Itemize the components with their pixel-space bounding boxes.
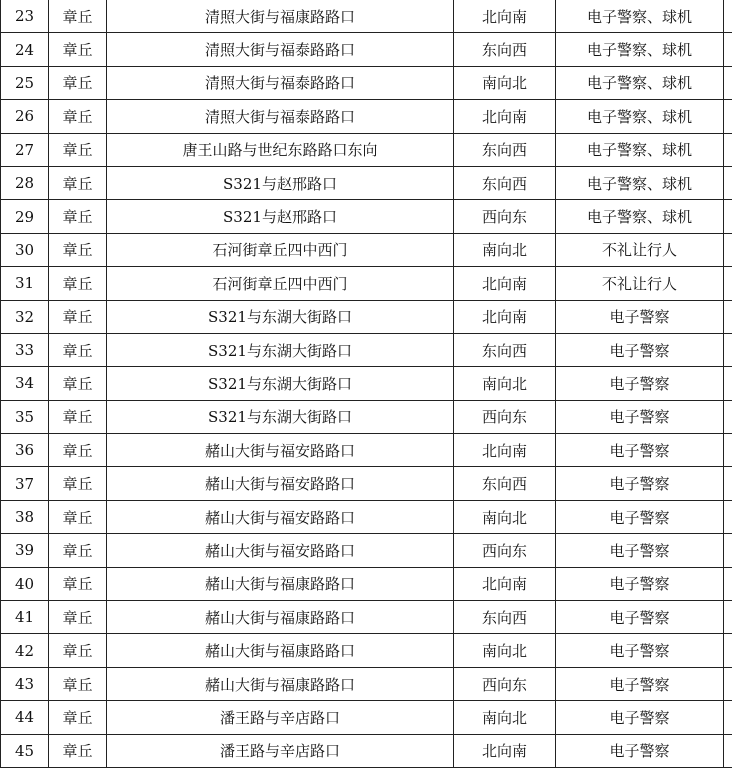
cell-direction: 西向东	[454, 667, 556, 700]
cell-direction: 东向西	[454, 467, 556, 500]
cell-district: 章丘	[49, 701, 107, 734]
cell-location: 唐王山路与世纪东路路口东向	[107, 133, 454, 166]
cell-direction: 东向西	[454, 33, 556, 66]
cell-device-type: 电子警察、球机	[556, 100, 724, 133]
cell-device-type: 电子警察	[556, 634, 724, 667]
cell-district: 章丘	[49, 601, 107, 634]
table-body	[1, 0, 732, 767]
table-row	[1, 300, 732, 333]
cell-direction: 东向西	[454, 333, 556, 366]
cell-location: 赭山大街与福康路路口	[107, 667, 454, 700]
cell-number: 38	[1, 500, 49, 533]
cell-cut-off-column	[724, 33, 732, 66]
cell-number: 31	[1, 267, 49, 300]
cell-district: 章丘	[49, 267, 107, 300]
cell-number: 36	[1, 434, 49, 467]
cell-cut-off-column	[724, 367, 732, 400]
cell-cut-off-column	[724, 400, 732, 433]
cell-district: 章丘	[49, 367, 107, 400]
cell-number: 41	[1, 601, 49, 634]
cell-device-type: 不礼让行人	[556, 233, 724, 266]
cell-district: 章丘	[49, 567, 107, 600]
cell-device-type: 电子警察	[556, 567, 724, 600]
cell-location: S321与东湖大街路口	[107, 400, 454, 433]
cell-number: 28	[1, 166, 49, 199]
cell-direction: 南向北	[454, 500, 556, 533]
cell-location: 赭山大街与福康路路口	[107, 567, 454, 600]
cell-number: 44	[1, 701, 49, 734]
cell-number: 43	[1, 667, 49, 700]
cell-location: 潘王路与辛店路口	[107, 701, 454, 734]
cell-location: 赭山大街与福安路路口	[107, 434, 454, 467]
cell-direction: 南向北	[454, 233, 556, 266]
cell-cut-off-column	[724, 534, 732, 567]
cell-direction: 东向西	[454, 166, 556, 199]
table-row	[1, 434, 732, 467]
table-row	[1, 133, 732, 166]
cell-district: 章丘	[49, 133, 107, 166]
cell-cut-off-column	[724, 667, 732, 700]
table-row	[1, 333, 732, 366]
cell-device-type: 电子警察	[556, 601, 724, 634]
cell-device-type: 电子警察、球机	[556, 166, 724, 199]
table-row	[1, 367, 732, 400]
cell-cut-off-column	[724, 233, 732, 266]
cell-cut-off-column	[724, 567, 732, 600]
cell-location: 清照大街与福康路路口	[107, 0, 454, 33]
cell-number: 24	[1, 33, 49, 66]
cell-district: 章丘	[49, 333, 107, 366]
cell-location: S321与赵邢路口	[107, 166, 454, 199]
cell-device-type: 电子警察	[556, 333, 724, 366]
cell-cut-off-column	[724, 500, 732, 533]
table-row	[1, 100, 732, 133]
cell-district: 章丘	[49, 0, 107, 33]
table-row	[1, 701, 732, 734]
cell-cut-off-column	[724, 267, 732, 300]
cell-direction: 北向南	[454, 734, 556, 767]
cell-district: 章丘	[49, 400, 107, 433]
cell-location: 赭山大街与福安路路口	[107, 534, 454, 567]
cell-direction: 北向南	[454, 100, 556, 133]
cell-number: 33	[1, 333, 49, 366]
cell-direction: 南向北	[454, 367, 556, 400]
table-row	[1, 467, 732, 500]
cell-device-type: 电子警察	[556, 734, 724, 767]
cell-number: 40	[1, 567, 49, 600]
cell-district: 章丘	[49, 500, 107, 533]
cell-number: 45	[1, 734, 49, 767]
cell-cut-off-column	[724, 701, 732, 734]
cell-district: 章丘	[49, 66, 107, 99]
cell-direction: 北向南	[454, 567, 556, 600]
cell-location: 赭山大街与福安路路口	[107, 467, 454, 500]
table-row	[1, 601, 732, 634]
cell-location: 赭山大街与福安路路口	[107, 500, 454, 533]
cell-device-type: 电子警察	[556, 701, 724, 734]
cell-cut-off-column	[724, 166, 732, 199]
cell-location: S321与东湖大街路口	[107, 367, 454, 400]
cell-cut-off-column	[724, 467, 732, 500]
cell-device-type: 电子警察、球机	[556, 0, 724, 33]
table-row	[1, 534, 732, 567]
cell-device-type: 电子警察	[556, 667, 724, 700]
cell-cut-off-column	[724, 434, 732, 467]
cell-district: 章丘	[49, 33, 107, 66]
cell-device-type: 电子警察、球机	[556, 33, 724, 66]
cell-cut-off-column	[724, 300, 732, 333]
cell-direction: 东向西	[454, 601, 556, 634]
cell-direction: 西向东	[454, 200, 556, 233]
cell-direction: 南向北	[454, 634, 556, 667]
cell-device-type: 电子警察、球机	[556, 66, 724, 99]
cell-cut-off-column	[724, 66, 732, 99]
cell-location: S321与东湖大街路口	[107, 333, 454, 366]
cell-cut-off-column	[724, 0, 732, 33]
cell-cut-off-column	[724, 333, 732, 366]
table-row	[1, 33, 732, 66]
cell-device-type: 电子警察、球机	[556, 133, 724, 166]
cell-district: 章丘	[49, 300, 107, 333]
table-row	[1, 667, 732, 700]
cell-district: 章丘	[49, 467, 107, 500]
cell-district: 章丘	[49, 434, 107, 467]
cell-device-type: 电子警察	[556, 400, 724, 433]
cell-cut-off-column	[724, 601, 732, 634]
table-row	[1, 400, 732, 433]
cell-location: S321与东湖大街路口	[107, 300, 454, 333]
cell-direction: 北向南	[454, 267, 556, 300]
cell-district: 章丘	[49, 734, 107, 767]
table-row	[1, 567, 732, 600]
table-row	[1, 66, 732, 99]
cell-number: 27	[1, 133, 49, 166]
cell-location: 清照大街与福泰路路口	[107, 100, 454, 133]
cell-number: 25	[1, 66, 49, 99]
cell-number: 37	[1, 467, 49, 500]
cell-location: S321与赵邢路口	[107, 200, 454, 233]
table-row	[1, 267, 732, 300]
cell-number: 26	[1, 100, 49, 133]
table-row	[1, 233, 732, 266]
cell-device-type: 电子警察、球机	[556, 200, 724, 233]
cell-cut-off-column	[724, 133, 732, 166]
cell-device-type: 电子警察	[556, 367, 724, 400]
table-row	[1, 166, 732, 199]
table-row	[1, 500, 732, 533]
cell-device-type: 电子警察	[556, 434, 724, 467]
cell-number: 32	[1, 300, 49, 333]
cell-direction: 北向南	[454, 0, 556, 33]
table-row	[1, 634, 732, 667]
cell-number: 30	[1, 233, 49, 266]
cell-number: 34	[1, 367, 49, 400]
cell-district: 章丘	[49, 667, 107, 700]
cell-direction: 东向西	[454, 133, 556, 166]
cell-number: 23	[1, 0, 49, 33]
cell-district: 章丘	[49, 100, 107, 133]
cell-device-type: 电子警察	[556, 534, 724, 567]
cell-device-type: 电子警察	[556, 300, 724, 333]
cell-district: 章丘	[49, 200, 107, 233]
cell-district: 章丘	[49, 166, 107, 199]
cell-number: 42	[1, 634, 49, 667]
cell-district: 章丘	[49, 534, 107, 567]
cell-direction: 西向东	[454, 534, 556, 567]
cell-direction: 南向北	[454, 701, 556, 734]
cell-device-type: 电子警察	[556, 500, 724, 533]
table-row	[1, 200, 732, 233]
cell-location: 赭山大街与福康路路口	[107, 601, 454, 634]
cell-cut-off-column	[724, 634, 732, 667]
cell-location: 石河街章丘四中西门	[107, 233, 454, 266]
cell-direction: 北向南	[454, 434, 556, 467]
cell-device-type: 电子警察	[556, 467, 724, 500]
cell-direction: 西向东	[454, 400, 556, 433]
cell-number: 29	[1, 200, 49, 233]
table-row	[1, 0, 732, 33]
cell-cut-off-column	[724, 734, 732, 767]
cell-device-type: 不礼让行人	[556, 267, 724, 300]
cell-number: 35	[1, 400, 49, 433]
cell-location: 潘王路与辛店路口	[107, 734, 454, 767]
cell-number: 39	[1, 534, 49, 567]
cell-location: 石河街章丘四中西门	[107, 267, 454, 300]
cell-direction: 南向北	[454, 66, 556, 99]
cell-location: 赭山大街与福康路路口	[107, 634, 454, 667]
cell-district: 章丘	[49, 233, 107, 266]
cell-location: 清照大街与福泰路路口	[107, 66, 454, 99]
table-row	[1, 734, 732, 767]
cell-district: 章丘	[49, 634, 107, 667]
cell-location: 清照大街与福泰路路口	[107, 33, 454, 66]
cell-cut-off-column	[724, 200, 732, 233]
cell-direction: 北向南	[454, 300, 556, 333]
cell-cut-off-column	[724, 100, 732, 133]
